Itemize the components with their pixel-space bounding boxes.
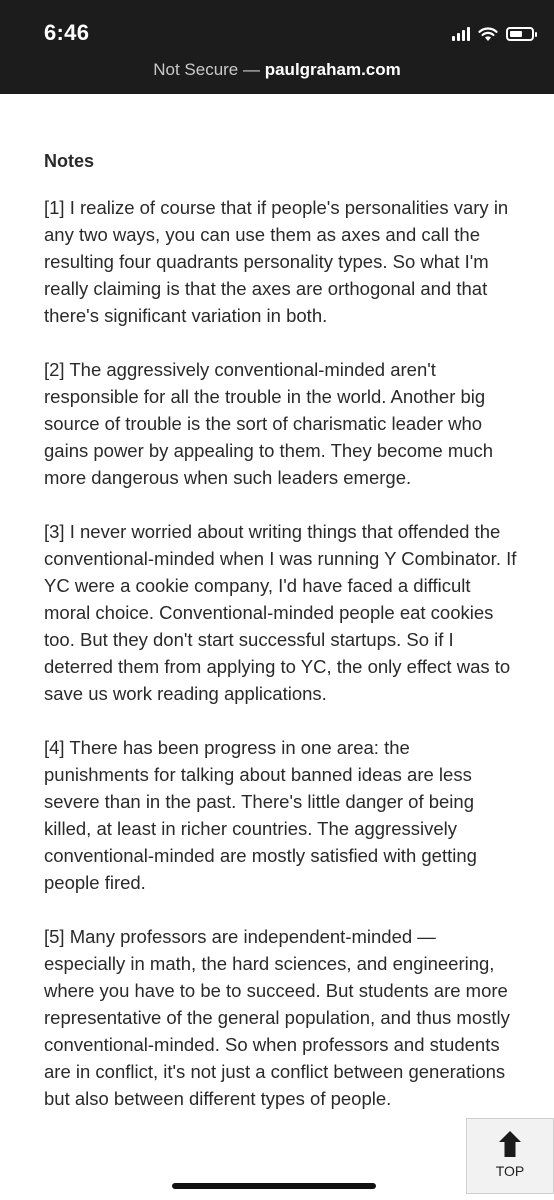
arrow-up-icon <box>497 1129 523 1159</box>
status-icons <box>452 24 534 44</box>
note-5: [5] Many professors are independent-minded — especially in math, the hard sciences, and engineering, where you have to be to succeed. But students are more representative of the general population, and thus mostly conventional-minded. So when professors and students are in conflict, it's not just a conflict between generations but also between different types of people. <box>44 926 510 1109</box>
scroll-to-top-button[interactable] <box>466 1118 554 1194</box>
security-label: Not Secure — <box>153 60 260 79</box>
status-and-url-bar <box>0 0 554 94</box>
notes-heading: Notes <box>44 151 95 171</box>
note-3: [3] I never worried about writing things that offended the conventional-minded when I was running Y Combinator. If YC were a cookie company, I'd have faced a difficult moral choice. Conventional-minded people eat cookies too. But they don't start successful startups. So if I deterred them from applying to YC, the only effect was to save us work reading applications. <box>44 521 517 704</box>
note-2: [2] The aggressively conventional-minded aren't responsible for all the trouble in the world. Another big source of trouble is the sort of charismatic leader who gains power by appealing to them. They become much more dangerous when such leaders emerge. <box>44 359 494 488</box>
note-1: [1] I realize of course that if people's personalities vary in any two ways, you can use them as axes and call the resulting four quadrants personality types. So what I'm really claiming is that the axes are orthogonal and that there's significant variation in both. <box>44 197 509 326</box>
top-button-label: TOP <box>495 1163 525 1179</box>
home-indicator[interactable] <box>172 1183 376 1189</box>
url-bar[interactable] <box>0 60 554 80</box>
url-domain: paulgraham.com <box>264 60 401 79</box>
status-time: 6:46 <box>44 20 90 45</box>
battery-icon <box>506 27 534 41</box>
wifi-icon <box>478 27 498 42</box>
article-body <box>44 148 519 1139</box>
battery-level <box>510 31 522 37</box>
cellular-signal-icon <box>452 27 470 41</box>
note-4: [4] There has been progress in one area: the punishments for talking about banned ideas are less severe than in the past. There's little danger of being killed, at least in richer countries. The aggressively conventional-minded are mostly satisfied with getting people fired. <box>44 737 477 893</box>
